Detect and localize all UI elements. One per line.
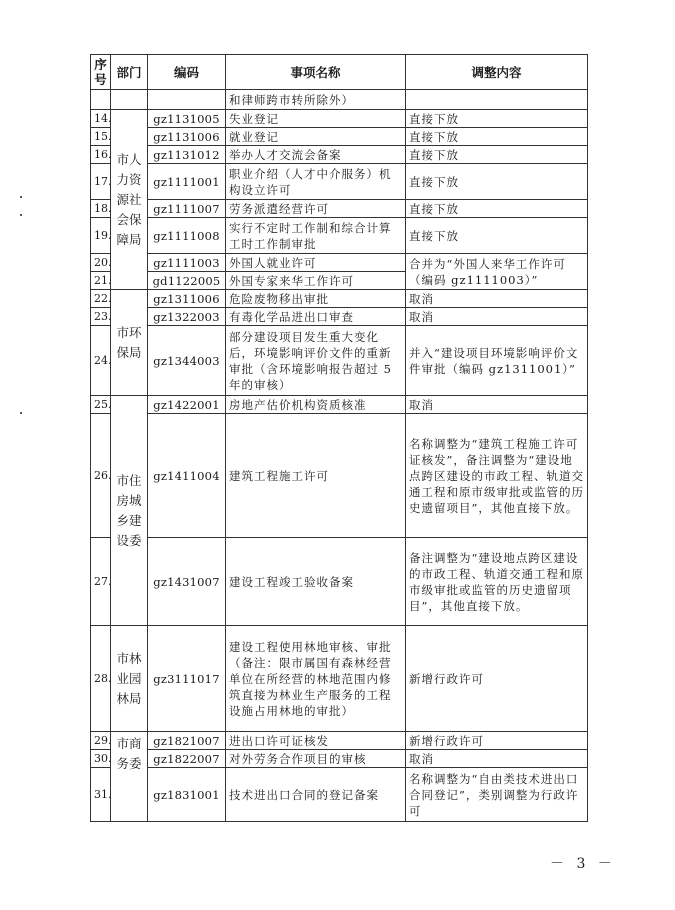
page-number: － 3 － <box>550 856 616 872</box>
item-adjustment: 取消 <box>406 750 588 768</box>
row-number: 25. <box>91 396 111 414</box>
header-adjust: 调整内容 <box>406 55 588 90</box>
table-row <box>91 218 588 254</box>
item-name: 建设工程使用林地审核、审批（备注：限市属国有森林经营单位在所经营的林地范围内修筑直接为林业生产服务的工程设施占用林地的审批） <box>226 626 406 732</box>
row-number: 20. <box>91 254 111 272</box>
table-row <box>91 768 588 822</box>
item-code: gz1821007 <box>148 732 226 750</box>
table-row <box>91 308 588 326</box>
item-code: gz1831001 <box>148 768 226 822</box>
table-row <box>91 128 588 146</box>
item-name: 劳务派遣经营许可 <box>226 200 406 218</box>
header-code: 编码 <box>148 55 226 90</box>
item-code: gz1131005 <box>148 110 226 128</box>
item-adjustment: 直接下放 <box>406 128 588 146</box>
row-number: 14. <box>91 110 111 128</box>
row-number: 29. <box>91 732 111 750</box>
table-row <box>91 538 588 626</box>
item-name: 实行不定时工作制和综合计算工时工作制审批 <box>226 218 406 254</box>
dept-commerce: 市商务委 <box>111 732 148 822</box>
row-number: 28. <box>91 626 111 732</box>
dept-forest: 市林业园林局 <box>111 626 148 732</box>
row-number: 15. <box>91 128 111 146</box>
item-adjustment: 取消 <box>406 396 588 414</box>
row-number: 21. <box>91 272 111 290</box>
table-row <box>91 290 588 308</box>
item-code: gz1431007 <box>148 538 226 626</box>
item-name: 进出口许可证核发 <box>226 732 406 750</box>
item-adjustment: 直接下放 <box>406 218 588 254</box>
header-seq: 序号 <box>91 55 111 90</box>
item-name: 有毒化学品进出口审查 <box>226 308 406 326</box>
row-number: 26. <box>91 414 111 538</box>
item-name: 危险废物移出审批 <box>226 290 406 308</box>
table-row <box>91 396 588 414</box>
row-number: 19. <box>91 218 111 254</box>
item-code: gd1122005 <box>148 272 226 290</box>
item-code: gz1111001 <box>148 164 226 200</box>
item-code: gz1422001 <box>148 396 226 414</box>
item-adjustment: 名称调整为“自由类技术进出口合同登记”，类别调整为行政许可 <box>406 768 588 822</box>
row-number: 22. <box>91 290 111 308</box>
item-code: gz1322003 <box>148 308 226 326</box>
dept-housing: 市住房城乡建设委 <box>111 396 148 626</box>
continuation-text: 和律师跨市转所除外） <box>226 90 406 110</box>
item-adjustment: 新增行政许可 <box>406 732 588 750</box>
item-adjustment: 直接下放 <box>406 200 588 218</box>
item-adjustment: 直接下放 <box>406 146 588 164</box>
scan-speck <box>20 196 22 198</box>
item-name: 举办人才交流会备案 <box>226 146 406 164</box>
item-adjustment: 合并为“外国人来华工作许可（编码 gz1111003）” <box>406 254 588 290</box>
item-name: 技术进出口合同的登记备案 <box>226 768 406 822</box>
row-number: 24. <box>91 326 111 396</box>
item-name: 外国人就业许可 <box>226 254 406 272</box>
item-adjustment: 直接下放 <box>406 164 588 200</box>
item-code: gz1131006 <box>148 128 226 146</box>
scan-speck <box>20 412 22 414</box>
item-adjustment: 备注调整为“建设地点跨区建设的市政工程、轨道交通工程和原市级审批或监管的历史遗留项目”，其他直接下放。 <box>406 538 588 626</box>
scan-speck <box>20 214 22 216</box>
item-code: gz3111017 <box>148 626 226 732</box>
item-adjustment: 取消 <box>406 290 588 308</box>
table-header-row <box>91 55 588 90</box>
row-number: 23. <box>91 308 111 326</box>
item-name: 职业介绍（人才中介服务）机构设立许可 <box>226 164 406 200</box>
item-name: 就业登记 <box>226 128 406 146</box>
item-adjustment: 名称调整为“建筑工程施工许可证核发”，备注调整为“建设地点跨区建设的市政工程、轨道交通工程和原市级审批或监管的历史遗留项目”，其他直接下放。 <box>406 414 588 538</box>
dept-env: 市环保局 <box>111 290 148 396</box>
item-code: gz1311006 <box>148 290 226 308</box>
item-code: gz1822007 <box>148 750 226 768</box>
item-name: 外国专家来华工作许可 <box>226 272 406 290</box>
item-adjustment: 并入“建设项目环境影响评价文件审批（编码 gz1311001）” <box>406 326 588 396</box>
item-code: gz1111008 <box>148 218 226 254</box>
item-name: 房地产估价机构资质核准 <box>226 396 406 414</box>
table-row <box>91 146 588 164</box>
header-name: 事项名称 <box>226 55 406 90</box>
row-number: 31. <box>91 768 111 822</box>
row-number: 18. <box>91 200 111 218</box>
item-code: gz1344003 <box>148 326 226 396</box>
adjustment-table <box>90 54 588 822</box>
item-adjustment: 取消 <box>406 308 588 326</box>
item-code: gz1111003 <box>148 254 226 272</box>
row-number: 16. <box>91 146 111 164</box>
continuation-row <box>91 90 588 110</box>
item-name: 部分建设项目发生重大变化后，环境影响评价文件的重新审批（含环境影响报告超过 5 年的审核） <box>226 326 406 396</box>
table-row <box>91 414 588 538</box>
row-number: 30. <box>91 750 111 768</box>
table-row <box>91 200 588 218</box>
item-code: gz1111007 <box>148 200 226 218</box>
table-row <box>91 626 588 732</box>
table-row <box>91 326 588 396</box>
item-name: 失业登记 <box>226 110 406 128</box>
table-row <box>91 732 588 750</box>
item-name: 对外劳务合作项目的审核 <box>226 750 406 768</box>
row-number: 17. <box>91 164 111 200</box>
table-row <box>91 110 588 128</box>
row-number: 27. <box>91 538 111 626</box>
item-adjustment: 新增行政许可 <box>406 626 588 732</box>
header-dept: 部门 <box>111 55 148 90</box>
item-name: 建筑工程施工许可 <box>226 414 406 538</box>
item-name: 建设工程竣工验收备案 <box>226 538 406 626</box>
item-code: gz1411004 <box>148 414 226 538</box>
table-row <box>91 254 588 272</box>
dept-hr: 市人力资源社会保障局 <box>111 110 148 290</box>
item-adjustment: 直接下放 <box>406 110 588 128</box>
table-row <box>91 164 588 200</box>
table-row <box>91 750 588 768</box>
item-code: gz1131012 <box>148 146 226 164</box>
